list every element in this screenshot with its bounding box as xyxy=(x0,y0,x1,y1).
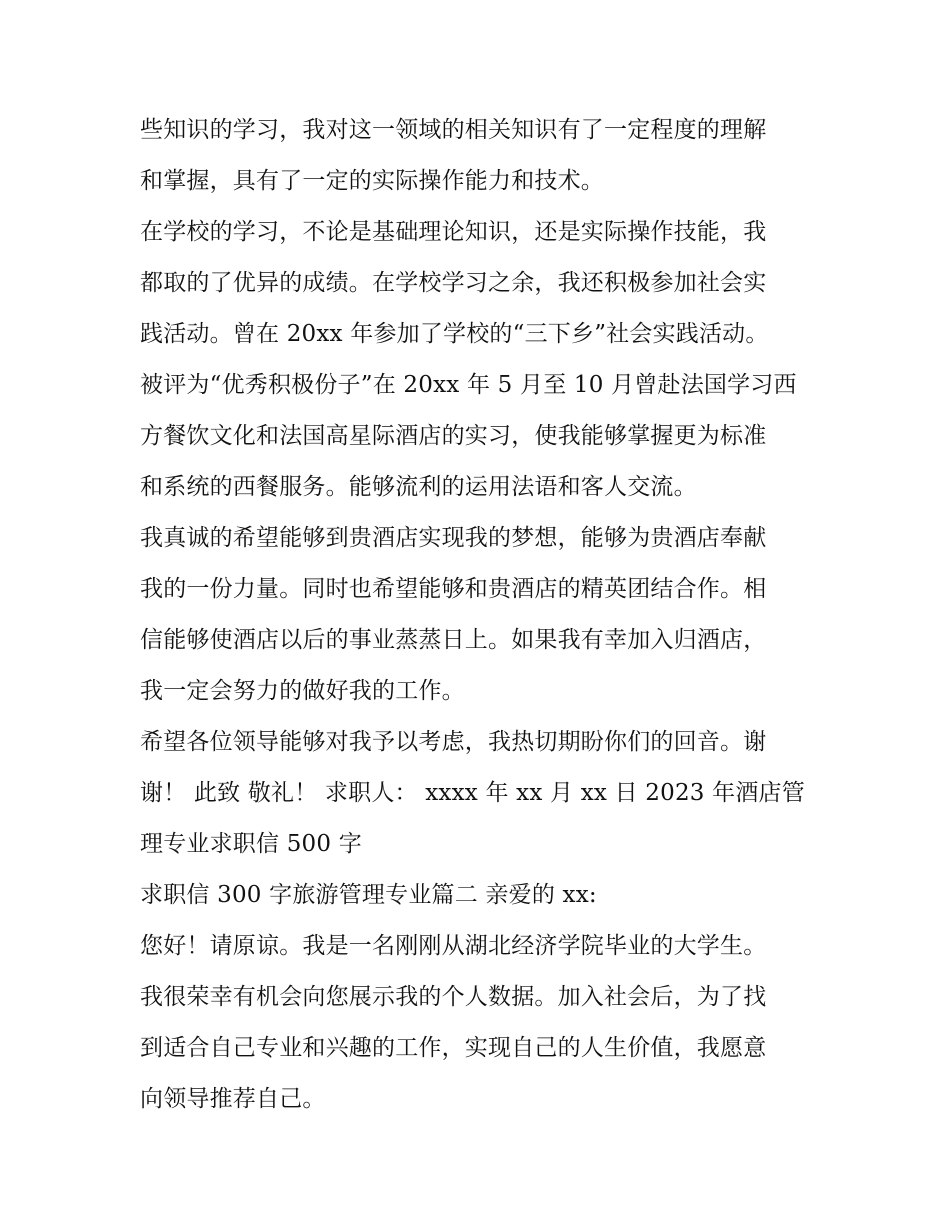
text-line: 我一定会努力的做好我的工作。 xyxy=(140,678,465,704)
text-line: 都取的了优异的成绩。在学校学习之余，我还积极参加社会实 xyxy=(140,270,767,296)
text-line: 我的一份力量。同时也希望能够和贵酒店的精英团结合作。相 xyxy=(140,576,767,602)
text-line: 方餐饮文化和法国高星际酒店的实习，使我能够掌握更为标准 xyxy=(140,423,767,449)
text-line: 被评为“优秀积极份子”在 20xx 年 5 月至 10 月曾赴法国学习西 xyxy=(140,372,797,398)
text-line: 我真诚的希望能够到贵酒店实现我的梦想，能够为贵酒店奉献 xyxy=(140,525,767,551)
document-body xyxy=(140,105,820,1125)
text-line: 到适合自己专业和兴趣的工作，实现自己的人生价值，我愿意 xyxy=(140,1035,767,1061)
text-line: 在学校的学习，不论是基础理论知识，还是实际操作技能，我 xyxy=(140,219,767,245)
text-line: 我很荣幸有机会向您展示我的个人数据。加入社会后，为了找 xyxy=(140,984,767,1010)
text-line: 向领导推荐自己。 xyxy=(140,1086,326,1112)
text-line: 谢！ 此致 敬礼！ 求职人： xxxx 年 xx 月 xx 日 2023 年酒店管 xyxy=(140,780,805,806)
text-line: 和系统的西餐服务。能够流利的运用法语和客人交流。 xyxy=(140,474,697,500)
text-line: 您好！请原谅。我是一名刚刚从湖北经济学院毕业的大学生。 xyxy=(140,933,767,959)
text-line: 和掌握，具有了一定的实际操作能力和技术。 xyxy=(140,168,604,194)
text-line: 理专业求职信 500 字 xyxy=(140,831,362,857)
text-line: 求职信 300 字旅游管理专业篇二 亲爱的 xx: xyxy=(140,882,597,908)
text-line: 希望各位领导能够对我予以考虑，我热切期盼你们的回音。谢 xyxy=(140,729,767,755)
text-line: 践活动。曾在 20xx 年参加了学校的“三下乡”社会实践活动。 xyxy=(140,321,769,347)
text-line: 些知识的学习，我对这一领域的相关知识有了一定程度的理解 xyxy=(140,117,767,143)
text-line: 信能够使酒店以后的事业蒸蒸日上。如果我有幸加入归酒店， xyxy=(140,627,767,653)
